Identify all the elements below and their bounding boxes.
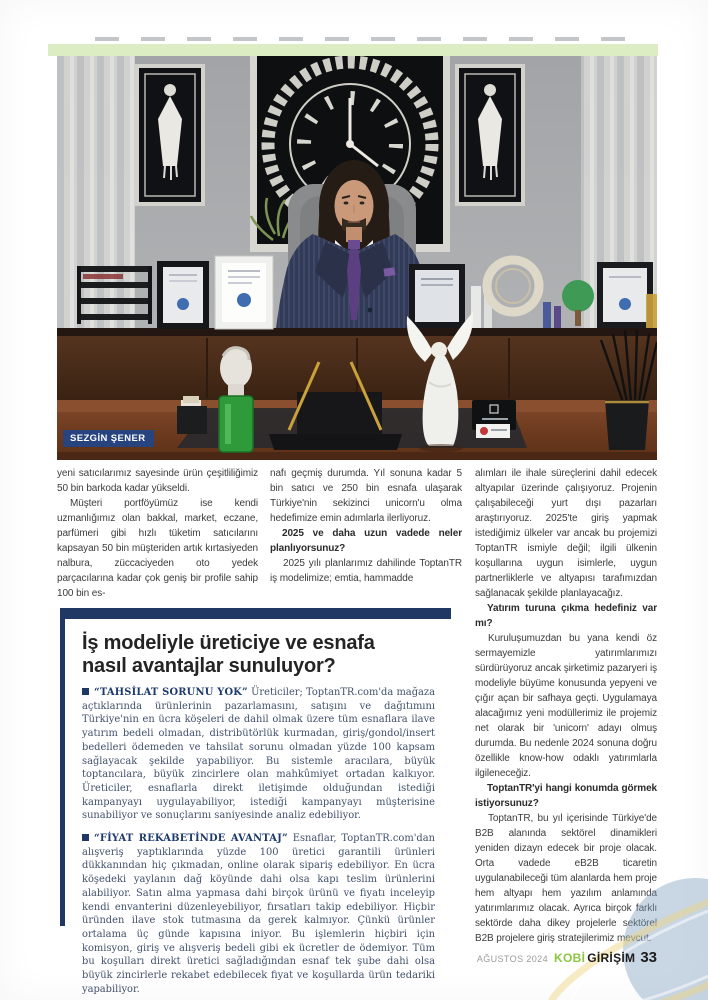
bust-on-green-bottle (219, 348, 253, 452)
infobox-item-lead: “TAHSİLAT SORUNU YOK” (94, 687, 248, 698)
infobox-title-line1: İş modeliyle üreticiye ve esnafa (82, 632, 375, 654)
square-bullet-icon (82, 688, 89, 695)
interview-question: 2025 ve daha uzun vadede neler planlıyorsunuz? (270, 528, 462, 554)
green-divider-band (48, 44, 658, 56)
cropped-header-text (95, 37, 640, 41)
footer-brand-kobi: KOBİ (554, 951, 586, 965)
square-bullet-icon (82, 834, 89, 841)
certificate-frame-1 (157, 261, 209, 329)
left-tassel-frame (135, 64, 205, 206)
paragraph: 2025 yılı planlarımız dahilinde ToptanTR iş modelimize; emtia, hammadde (270, 558, 462, 584)
infobox-item (82, 686, 435, 823)
purple-bottle (554, 306, 561, 328)
infobox-left-bar (60, 608, 65, 926)
certificate-frame-4 (597, 262, 653, 328)
desk-nameplate (472, 400, 516, 438)
desk-front-shadow (57, 452, 657, 460)
hero-photo (57, 56, 657, 460)
paragraph: ToptanTR, bu yıl içerisinde Türkiye'de B2B alanında sektörel dinamikleri yeniden dizayn edecek bir proje olacak. Orta vadede eB2B ticaretin uygulanabileceği tüm alanlarda hem proje hem altyapı hem yazılım anlamında yatırımlarımız olacak. Ayrıca birçok farklı sektörde daha dikey projelerle sektörel B2B projelere giriş stratejilerimiz mevcut. (475, 813, 657, 944)
infobox-title (82, 632, 435, 678)
page-footer (477, 949, 657, 966)
footer-brand-girisim: GİRİŞİM (587, 951, 636, 965)
photo-caption: SEZGİN ŞENER (63, 430, 154, 447)
paragraph: yeni satıcılarımız sayesinde ürün çeşitliliğimiz 50 bin barkoda kadar yükseldi. (57, 468, 258, 494)
office-photo-illustration (57, 56, 657, 460)
infobox-item (82, 832, 435, 996)
right-tassel-frame (455, 64, 525, 206)
blue-bottle (543, 302, 551, 328)
article-column-3 (475, 466, 657, 946)
certificate-frame-3 (409, 264, 465, 328)
advantages-infobox (60, 608, 451, 995)
paragraph: alımları ile ihale süreçlerini dahil edecek altyapılar üzerinde çalışıyoruz. Projenin çalışabileceği yurt dışı pazarları araştırıyoruz. 2025'te giriş yapmak istediğimiz ülkeler var ancak bu projemizi ToptanTR ismiyle değil; ilgili ülkenin koşullarına uygun isimlerle, uygun partnerliklerle ve altyapısı tarafımızdan sağlanacak şekilde planlayacağız. (475, 468, 657, 599)
paragraph: Kuruluşumuzdan bu yana kendi öz sermayemizle yatırımlarımızı sürdürüyoruz ancak şirketimiz pazaryeri iş modeliyle büyüme konusunda yepyeni ve çığır açan bir safhaya geçti. Uygulamaya alacağımız yeni modüllerimiz ile projemiz net olarak bir 'unicorn' adayı olmuş durumda. Bu nedenle 2024 sonuna doğru özellikle know-how odaklı yatırımlarla ilgileneceğiz. (475, 633, 657, 779)
article-column-2 (270, 466, 462, 586)
infobox-item-text: Esnaflar, ToptanTR.com'dan alışveriş yaptıklarında yüzde 100 üretici garantili ürünleri dükkanından hiç çıkmadan, online olarak sipariş edebiliyor. En ücra köşedeki yaylanın dağ köyünde dahi olsa kapı teslim ürünlerini alabiliyor. Satın alma yapmasa dahi birçok ürünü ve fiyatı inceleyip kendi envanterini düzenleyebiliyor, fırsatları takip edebiliyor. Hiçbir üründen ilave stok tutmasına da gerek kalmıyor. Çünkü ürünler ortalama üç günde kapısına iniyor. Bu işlemlerin hiçbiri için komisyon, giriş ve alışveriş bedeli gibi ek ücretler de ödemiyor. Tüm bu koşulları direkt üretici sağladığından esnaf tek şube dahi olsa büyük zincirlerle rekabet edebilecek fiyat ve koşullarda ürün tedariki yapabiliyor. (82, 833, 435, 995)
footer-date: AĞUSTOS 2024 (476, 954, 548, 964)
footer-page-number: 33 (640, 949, 657, 966)
paragraph: Müşteri portföyümüz ise kendi uzmanlığımız olan bakkal, market, eczane, parfümeri gibi hızlı tüketim satıcılarını kapsayan 50 bin müşteriden artık kırtasiyeden nalbura, züccaciyeden oto yedek parçacılarına kadar çok geniş bir profile sahip 100 bin es- (57, 498, 258, 599)
infobox-item-text: Üreticiler; ToptanTR.com'da mağaza açtıklarında ürünlerinin pazarlamasını, satışını ve dağıtımını Türkiye'nin en ücra köşeleri de dahil olmak üzere tüm esnaflara ilave yatırım bedeli olmadan, distribütörlük kurmadan, giriş/gondol/insert bedelleri ödemeden ve tahsilat sorunu olmadan yüzde 100 kapsam sağlayacak şekilde yapabiliyor. Bu sistemle aracılara, büyük toptancılara, büyük zincirlere olan mahkûmiyet ortadan kalkıyor. Üreticiler, esnaflarla direkt iletişimde olduğundan istediği kampanyayı uygulayabiliyor, istediği kampanyayı müşterisine sunabiliyor ve sonuçlarını saniyesinde analiz edebiliyor. (82, 687, 435, 822)
paragraph: nafı geçmiş durumda. Yıl sonuna kadar 5 bin satıcı ve 250 bin esnafa ulaşarak Türkiye'nin sekizinci unicorn'u olma hedefimize emin adımlarla ilerliyoruz. (270, 468, 462, 524)
certificate-frame-2 (215, 256, 273, 329)
infobox-top-bar (60, 608, 451, 619)
infobox-item-lead: “FİYAT REKABETİNDE AVANTAJ” (94, 833, 288, 845)
infobox-title-line2: nasıl avantajlar sunuluyor? (82, 655, 336, 677)
article-column-1 (57, 466, 258, 601)
amber-glass (646, 294, 657, 328)
interview-question: ToptanTR'yi hangi konumda görmek istiyorsunuz? (475, 783, 657, 809)
interview-question: Yatırım turuna çıkma hedefiniz var mı? (475, 603, 657, 629)
